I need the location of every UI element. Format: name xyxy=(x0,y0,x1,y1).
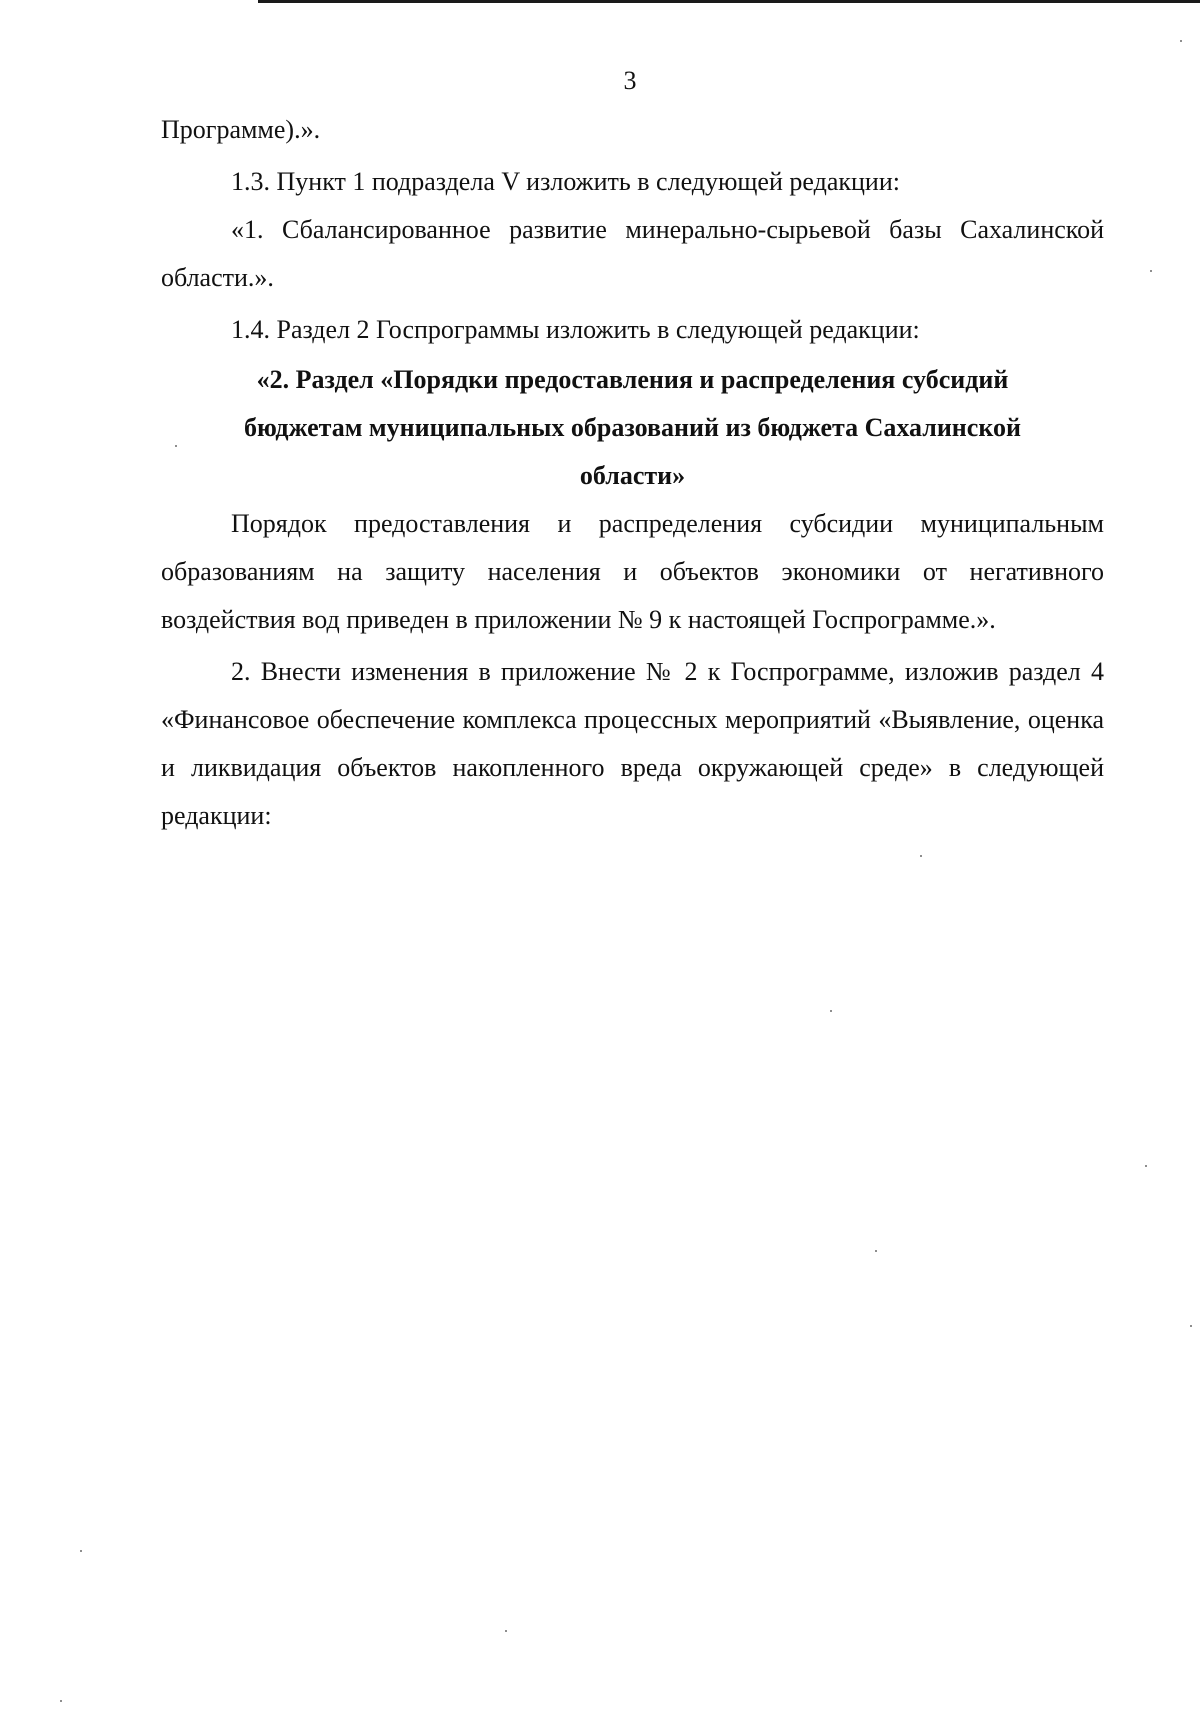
heading-line-3: области» xyxy=(579,461,686,490)
scan-speck xyxy=(920,855,922,857)
paragraph-quote-1: «1. Сбалансированное развитие минерально-сырьевой базы Сахалинской области.». xyxy=(161,215,1104,292)
paragraph-1-4: 1.4. Раздел 2 Госпрограммы изложить в следующей редакции: xyxy=(231,315,920,344)
scan-speck xyxy=(1190,1325,1192,1327)
scan-speck xyxy=(830,1010,832,1012)
scan-speck xyxy=(60,1700,62,1702)
heading-line-2: бюджетам муниципальных образований из бюджета Сахалинской xyxy=(244,413,1021,442)
paragraph-1-3: 1.3. Пункт 1 подраздела V изложить в следующей редакции: xyxy=(231,167,900,196)
document-body xyxy=(161,106,1104,840)
scan-speck xyxy=(875,1250,877,1252)
top-border-line xyxy=(258,0,1200,3)
scan-speck xyxy=(505,1630,507,1632)
page-number: 3 xyxy=(623,66,637,95)
scan-speck xyxy=(1180,40,1182,42)
heading-line-1: «2. Раздел «Порядки предоставления и распределения субсидий xyxy=(256,365,1009,394)
scan-speck xyxy=(1145,1165,1147,1167)
scan-speck xyxy=(80,1550,82,1552)
scan-speck xyxy=(1150,270,1152,272)
paragraph-continuation: Программе).». xyxy=(161,115,321,144)
scan-speck xyxy=(175,445,177,447)
paragraph-2: 2. Внести изменения в приложение № 2 к Госпрограмме, изложив раздел 4 «Финансовое обеспечение комплекса процессных мероприятий «Выявление, оценка и ликвидация объектов накопленного вреда окружающей среде» в следующей редакции: xyxy=(161,657,1104,830)
paragraph-procedure: Порядок предоставления и распределения субсидии муниципальным образованиям на защиту населения и объектов экономики от негативного воздействия вод приведен в приложении № 9 к настоящей Госпрограмме.». xyxy=(161,509,1104,634)
section-heading xyxy=(201,356,1064,500)
